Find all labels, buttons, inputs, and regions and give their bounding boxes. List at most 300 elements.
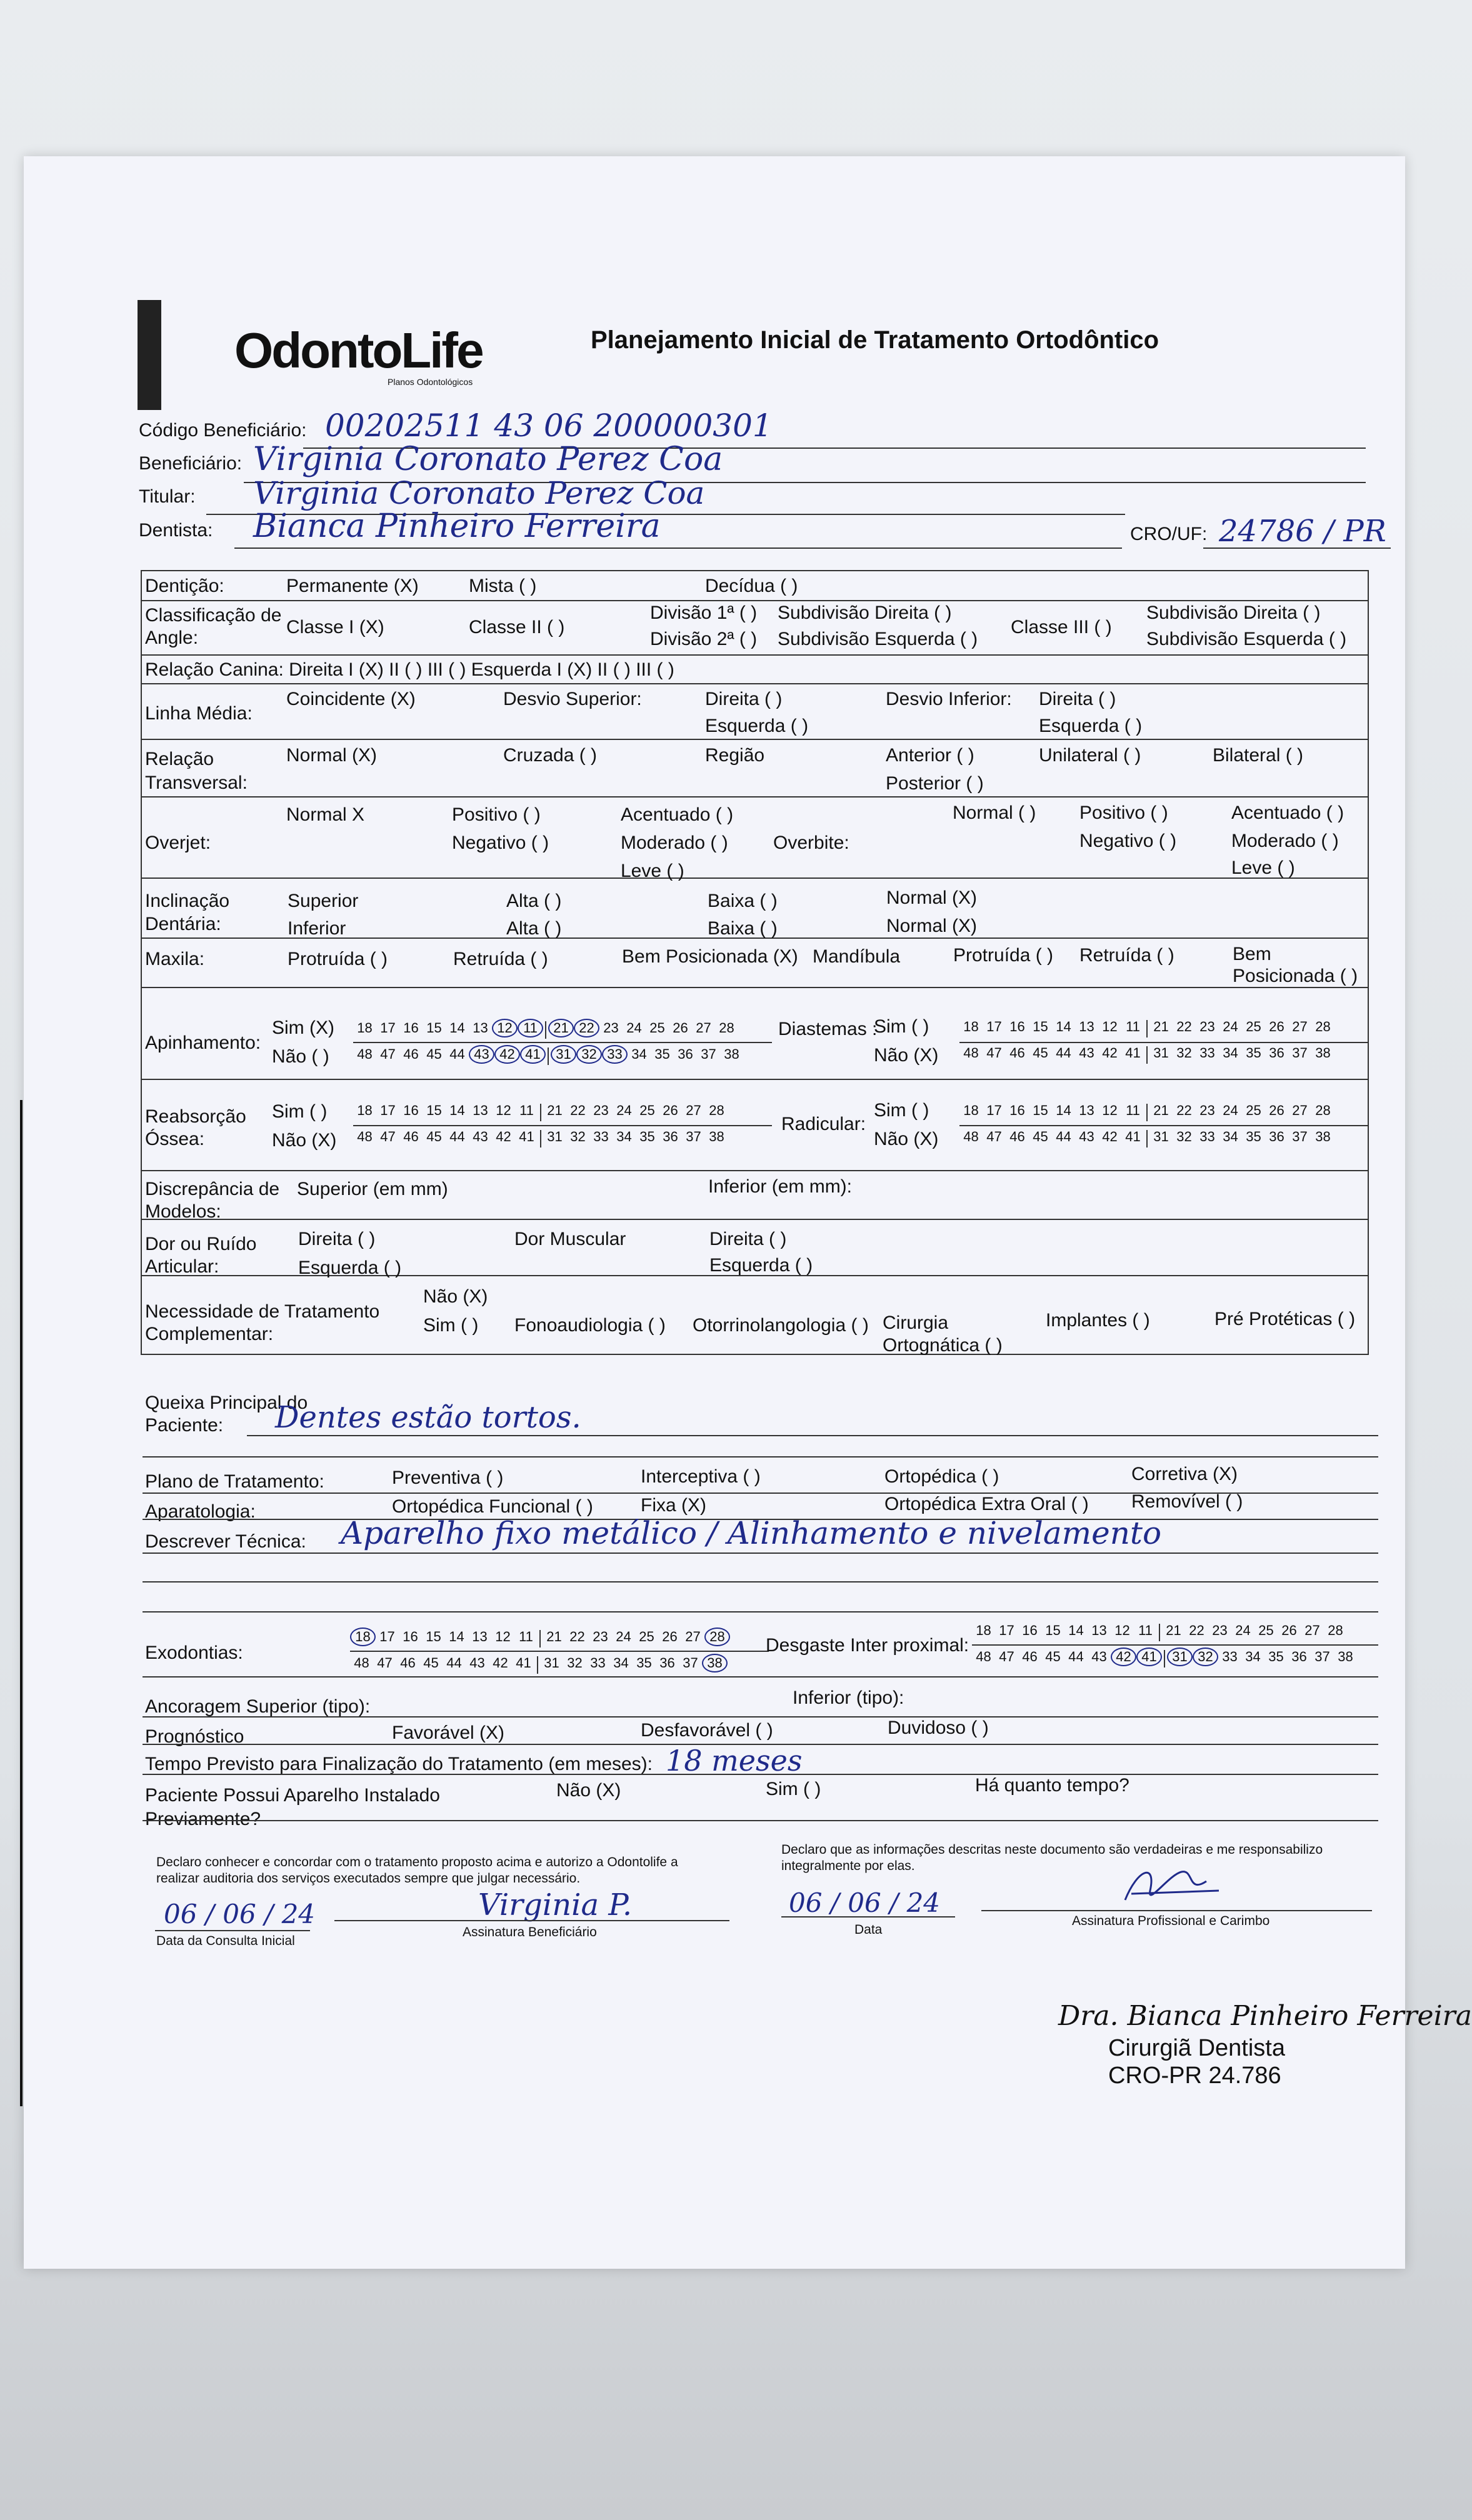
tooth-17: 17 [380, 1020, 396, 1036]
tooth-47: 47 [999, 1649, 1014, 1664]
tooth-21: 21 [546, 1629, 562, 1644]
discrepancia-label: Discrepância de [145, 1179, 280, 1199]
tooth-18: 18 [963, 1019, 979, 1034]
complementar-sim: Sim ( ) [423, 1315, 479, 1336]
tooth-11: 11 [1126, 1102, 1140, 1118]
tooth-47: 47 [380, 1046, 396, 1062]
tooth-36: 36 [1269, 1045, 1284, 1061]
apinhamento-nao: Não ( ) [272, 1046, 329, 1067]
plano-interceptiva: Interceptiva ( ) [641, 1466, 761, 1487]
tooth-37: 37 [686, 1129, 701, 1144]
titular-label: Titular: [139, 486, 196, 507]
tooth-26: 26 [663, 1102, 678, 1118]
tooth-14: 14 [1056, 1102, 1071, 1118]
tooth-21: 21 [1153, 1102, 1169, 1118]
titular-value: Virginia Coronato Perez Coa [253, 475, 705, 511]
discrepancia-inferior: Inferior (em mm): [708, 1176, 853, 1197]
tooth-45: 45 [1033, 1045, 1048, 1061]
tooth-35: 35 [639, 1129, 655, 1144]
aparatologia-removivel: Removível ( ) [1131, 1491, 1243, 1512]
tooth-15: 15 [426, 1629, 441, 1644]
tooth-23: 23 [593, 1629, 608, 1644]
plano-ortopedica: Ortopédica ( ) [884, 1466, 999, 1487]
tooth-43: 43 [473, 1129, 488, 1144]
tooth-18: 18 [976, 1622, 991, 1638]
tempo-label: Tempo Previsto para Finalização do Tratamento (em meses): [145, 1754, 653, 1774]
radicular-sim: Sim ( ) [874, 1100, 929, 1121]
complementar-label: Necessidade de Tratamento [145, 1301, 380, 1322]
tooth-34: 34 [613, 1655, 629, 1671]
mandibula-retruida: Retruída ( ) [1079, 945, 1174, 966]
inclinacao-label: Inclinação [145, 891, 230, 911]
apinhamento-sim: Sim (X) [272, 1018, 334, 1038]
data-consulta-value: 06 / 06 / 24 [164, 1899, 316, 1929]
overjet-negativo: Negativo ( ) [452, 832, 549, 853]
form-title: Planejamento Inicial de Tratamento Ortodôntico [591, 326, 1159, 354]
tooth-27: 27 [696, 1020, 711, 1036]
tooth-25: 25 [1246, 1102, 1261, 1118]
tooth-48: 48 [354, 1655, 369, 1671]
tooth-24: 24 [1223, 1019, 1238, 1034]
tooth-16: 16 [1009, 1102, 1025, 1118]
tooth-36: 36 [1291, 1649, 1307, 1664]
overjet-positivo: Positivo ( ) [452, 804, 541, 825]
declaracao-profissional: Declaro que as informações descritas neste documento são verdadeiras e me responsabilizo [781, 1842, 1323, 1857]
tooth-37: 37 [683, 1655, 698, 1671]
tooth-46: 46 [1009, 1045, 1025, 1061]
tooth-36: 36 [678, 1046, 693, 1062]
dor-direita: Direita ( ) [298, 1229, 376, 1249]
tooth-16: 16 [403, 1102, 419, 1118]
tooth-17: 17 [986, 1019, 1002, 1034]
tooth-25: 25 [1246, 1019, 1261, 1034]
desvio-inf-direita: Direita ( ) [1039, 689, 1116, 709]
tooth-28: 28 [709, 1102, 724, 1118]
tooth-21: 21 [548, 1019, 574, 1038]
transversal-normal: Normal (X) [286, 745, 378, 766]
desvio-sup-direita: Direita ( ) [705, 689, 783, 709]
tooth-23: 23 [603, 1020, 619, 1036]
tooth-25: 25 [639, 1629, 654, 1644]
diastemas-label: Diastemas : [778, 1019, 878, 1039]
tooth-26: 26 [1269, 1102, 1284, 1118]
tooth-44: 44 [446, 1655, 462, 1671]
tooth-42: 42 [494, 1045, 520, 1064]
prognostico-favoravel: Favorável (X) [392, 1722, 505, 1743]
maxila-bem-posicionada: Bem Posicionada (X) [622, 946, 798, 967]
tooth-22: 22 [570, 1102, 586, 1118]
tooth-18: 18 [357, 1020, 373, 1036]
tooth-27: 27 [1292, 1102, 1308, 1118]
tooth-46: 46 [403, 1129, 419, 1144]
aparelho-previo-sim: Sim ( ) [766, 1779, 821, 1799]
tooth-28: 28 [704, 1628, 730, 1646]
tooth-34: 34 [616, 1129, 632, 1144]
tooth-15: 15 [1045, 1622, 1061, 1638]
tooth-38: 38 [709, 1129, 724, 1144]
aparelho-previo-nao: Não (X) [556, 1780, 621, 1801]
tooth-45: 45 [426, 1129, 442, 1144]
tooth-27: 27 [686, 1102, 701, 1118]
tooth-44: 44 [449, 1046, 465, 1062]
subdivisao-esquerda-3: Subdivisão Esquerda ( ) [1146, 629, 1347, 649]
tooth-32: 32 [576, 1045, 602, 1064]
codigo-value: 00202511 43 06 200000301 [325, 408, 773, 444]
tooth-34: 34 [1223, 1045, 1238, 1061]
tooth-13: 13 [473, 1020, 488, 1036]
tooth-17: 17 [999, 1622, 1014, 1638]
tooth-44: 44 [1056, 1045, 1071, 1061]
tooth-43: 43 [1079, 1045, 1094, 1061]
tooth-48: 48 [357, 1046, 373, 1062]
divisao-1: Divisão 1ª ( ) [650, 602, 758, 623]
inclinacao-label-2: Dentária: [145, 914, 221, 934]
subdivisao-esquerda: Subdivisão Esquerda ( ) [778, 629, 978, 649]
mandibula-label: Mandíbula [813, 946, 901, 967]
tooth-13: 13 [472, 1629, 488, 1644]
inclinacao-inferior: Inferior [288, 918, 346, 939]
tooth-14: 14 [1068, 1622, 1084, 1638]
denticao-permanente: Permanente (X) [286, 576, 419, 596]
paper-left-edge [20, 1100, 23, 2106]
desgaste-teeth-upper [972, 1622, 1347, 1641]
tooth-36: 36 [659, 1655, 675, 1671]
maxila-retruida: Retruída ( ) [453, 949, 548, 969]
tooth-12: 12 [1114, 1622, 1130, 1638]
tooth-12: 12 [492, 1019, 518, 1038]
exodontias-label: Exodontias: [145, 1642, 243, 1663]
tooth-16: 16 [403, 1020, 419, 1036]
tooth-42: 42 [1111, 1648, 1136, 1666]
divisao-2: Divisão 2ª ( ) [650, 629, 758, 649]
tooth-24: 24 [616, 1629, 631, 1644]
desvio-sup-esquerda: Esquerda ( ) [705, 716, 809, 736]
tooth-37: 37 [701, 1046, 716, 1062]
midline-divider [1159, 1624, 1160, 1641]
midline-divider [1146, 1130, 1148, 1148]
tooth-31: 31 [1153, 1045, 1169, 1061]
inclinacao-alta-inf: Alta ( ) [506, 918, 562, 939]
dor-label-2: Articular: [145, 1256, 219, 1277]
data-consulta-label: Data da Consulta Inicial [156, 1934, 295, 1948]
tooth-33: 33 [590, 1655, 606, 1671]
tooth-13: 13 [1079, 1019, 1094, 1034]
tooth-35: 35 [1246, 1045, 1261, 1061]
tooth-46: 46 [400, 1655, 416, 1671]
tooth-12: 12 [496, 1102, 511, 1118]
tooth-16: 16 [1009, 1019, 1025, 1034]
tooth-34: 34 [631, 1046, 647, 1062]
diastemas-teeth-upper [959, 1019, 1334, 1038]
transversal-posterior: Posterior ( ) [886, 773, 984, 794]
midline-divider [1146, 1104, 1148, 1121]
tooth-47: 47 [380, 1129, 396, 1144]
logo-subtitle: Planos Odontológicos [388, 377, 473, 387]
tecnica-value: Aparelho fixo metálico / Alinhamento e nivelamento [341, 1515, 1162, 1551]
mandibula-protruida: Protruída ( ) [953, 945, 1054, 966]
overbite-normal: Normal ( ) [953, 802, 1036, 823]
tooth-47: 47 [377, 1655, 393, 1671]
tooth-11: 11 [519, 1629, 533, 1644]
subdivisao-direita: Subdivisão Direita ( ) [778, 602, 952, 623]
beneficiario-value: Virginia Coronato Perez Coa [253, 441, 723, 478]
tooth-33: 33 [602, 1045, 628, 1064]
denticao-label: Dentição: [145, 576, 224, 596]
reabsorcao-teeth-lower [353, 1129, 728, 1148]
complementar-otorrino: Otorrinolangologia ( ) [693, 1315, 869, 1336]
tooth-27: 27 [1292, 1019, 1308, 1034]
tooth-48: 48 [963, 1129, 979, 1144]
overbite-negativo: Negativo ( ) [1079, 831, 1177, 851]
radicular-nao: Não (X) [874, 1129, 939, 1149]
tooth-47: 47 [986, 1129, 1002, 1144]
tooth-17: 17 [380, 1102, 396, 1118]
tooth-46: 46 [1022, 1649, 1038, 1664]
reabsorcao-label: Reabsorção [145, 1106, 246, 1127]
tooth-16: 16 [1022, 1622, 1038, 1638]
dentista-label: Dentista: [139, 520, 213, 541]
tooth-27: 27 [1304, 1622, 1320, 1638]
tooth-18: 18 [357, 1102, 373, 1118]
queixa-label: Queixa Principal do [145, 1392, 308, 1413]
tooth-41: 41 [520, 1045, 546, 1064]
radicular-teeth-upper [959, 1102, 1334, 1121]
dor-esquerda: Esquerda ( ) [298, 1258, 402, 1278]
denticao-mista: Mista ( ) [469, 576, 537, 596]
tooth-41: 41 [519, 1129, 534, 1144]
aparelho-previo-ha-quanto: Há quanto tempo? [975, 1775, 1129, 1796]
tooth-24: 24 [626, 1020, 642, 1036]
dor-muscular-esquerda: Esquerda ( ) [709, 1255, 813, 1276]
plano-corretiva: Corretiva (X) [1131, 1464, 1238, 1484]
declaracao-profissional-2: integralmente por elas. [781, 1859, 915, 1873]
reabsorcao-sim: Sim ( ) [272, 1101, 328, 1122]
radicular-teeth-lower [959, 1129, 1334, 1148]
tooth-36: 36 [1269, 1129, 1284, 1144]
tooth-38: 38 [1315, 1045, 1331, 1061]
radicular-label: Radicular: [781, 1114, 866, 1134]
tooth-32: 32 [567, 1655, 583, 1671]
tooth-32: 32 [570, 1129, 586, 1144]
tooth-42: 42 [1102, 1129, 1118, 1144]
tooth-45: 45 [426, 1046, 442, 1062]
subdivisao-direita-3: Subdivisão Direita ( ) [1146, 602, 1321, 623]
tooth-18: 18 [350, 1628, 376, 1646]
tooth-16: 16 [403, 1629, 418, 1644]
data-label: Data [854, 1922, 883, 1937]
tooth-41: 41 [1125, 1045, 1141, 1061]
tooth-22: 22 [574, 1019, 599, 1038]
classificacao-label-2: Angle: [145, 628, 199, 648]
tooth-41: 41 [516, 1655, 531, 1671]
mandibula-bem-posicionada: Posicionada ( ) [1233, 966, 1358, 986]
prognostico-duvidoso: Duvidoso ( ) [888, 1718, 989, 1738]
overbite-label: Overbite: [773, 832, 849, 853]
complementar-pre-proteticas: Pré Protéticas ( ) [1214, 1309, 1356, 1329]
tooth-37: 37 [1314, 1649, 1330, 1664]
ancoragem-inferior: Inferior (tipo): [793, 1688, 904, 1708]
tooth-32: 32 [1176, 1129, 1192, 1144]
overbite-acentuado: Acentuado ( ) [1231, 802, 1344, 823]
desgaste-teeth-lower [972, 1648, 1357, 1668]
midline-divider [540, 1104, 541, 1121]
overjet-normal: Normal X [286, 804, 365, 825]
tooth-28: 28 [1315, 1019, 1331, 1034]
assinatura-beneficiario-label: Assinatura Beneficiário [463, 1925, 597, 1939]
tooth-14: 14 [449, 1102, 465, 1118]
tooth-15: 15 [1033, 1102, 1048, 1118]
tooth-35: 35 [1246, 1129, 1261, 1144]
diastemas-teeth-lower [959, 1045, 1334, 1064]
tooth-34: 34 [1223, 1129, 1238, 1144]
inclinacao-baixa-inf: Baixa ( ) [708, 918, 778, 939]
tooth-13: 13 [1091, 1622, 1107, 1638]
tooth-28: 28 [1315, 1102, 1331, 1118]
linha-media-coincidente: Coincidente (X) [286, 689, 416, 709]
prognostico-label: Prognóstico [145, 1726, 244, 1747]
tooth-28: 28 [719, 1020, 734, 1036]
tooth-43: 43 [469, 1045, 494, 1064]
tooth-44: 44 [449, 1129, 465, 1144]
declaracao-beneficiario: Declaro conhecer e concordar com o tratamento proposto acima e autorizo a Odontolife a [156, 1855, 678, 1869]
tooth-11: 11 [1138, 1622, 1153, 1638]
apinhamento-teeth-upper [353, 1019, 738, 1039]
aparatologia-fixa: Fixa (X) [641, 1495, 706, 1516]
queixa-label-2: Paciente: [145, 1415, 224, 1436]
tooth-17: 17 [986, 1102, 1002, 1118]
queixa-value: Dentes estão tortos. [275, 1400, 581, 1435]
tooth-38: 38 [1338, 1649, 1353, 1664]
tooth-22: 22 [1189, 1622, 1204, 1638]
complementar-ortognatica: Ortognática ( ) [883, 1335, 1003, 1356]
maxila-label: Maxila: [145, 949, 205, 969]
tooth-31: 31 [1167, 1648, 1193, 1666]
apinhamento-label: Apinhamento: [145, 1032, 261, 1053]
tooth-26: 26 [1281, 1622, 1297, 1638]
tooth-46: 46 [403, 1046, 419, 1062]
midline-divider [545, 1021, 546, 1039]
tooth-48: 48 [976, 1649, 991, 1664]
dentista-value: Bianca Pinheiro Ferreira [253, 508, 661, 545]
transversal-label: Relação [145, 749, 214, 769]
tooth-22: 22 [1176, 1019, 1192, 1034]
tooth-47: 47 [986, 1045, 1002, 1061]
midline-divider [1164, 1650, 1165, 1668]
tooth-42: 42 [493, 1655, 508, 1671]
midline-divider [1146, 1046, 1148, 1064]
transversal-bilateral: Bilateral ( ) [1213, 745, 1304, 766]
dor-muscular-direita: Direita ( ) [709, 1229, 787, 1249]
aparelho-previo-label: Paciente Possui Aparelho Instalado [145, 1785, 440, 1806]
tooth-24: 24 [1235, 1622, 1251, 1638]
tooth-36: 36 [663, 1129, 678, 1144]
tooth-44: 44 [1056, 1129, 1071, 1144]
tooth-28: 28 [1328, 1622, 1343, 1638]
tooth-11: 11 [519, 1102, 534, 1118]
tooth-38: 38 [724, 1046, 739, 1062]
tooth-31: 31 [551, 1045, 576, 1064]
linha-media-label: Linha Média: [145, 703, 253, 724]
tooth-25: 25 [639, 1102, 655, 1118]
overjet-leve: Leve ( ) [621, 861, 684, 881]
tooth-12: 12 [1102, 1019, 1118, 1034]
reabsorcao-nao: Não (X) [272, 1130, 337, 1151]
reabsorcao-label-2: Óssea: [145, 1129, 205, 1149]
tooth-18: 18 [963, 1102, 979, 1118]
transversal-regiao: Região [705, 745, 765, 766]
tooth-43: 43 [469, 1655, 485, 1671]
dor-label: Dor ou Ruído [145, 1234, 257, 1254]
tooth-25: 25 [1258, 1622, 1274, 1638]
diastemas-nao: Não (X) [874, 1045, 939, 1066]
stamp-role: Cirurgiã Dentista [1108, 2035, 1285, 2061]
tooth-17: 17 [379, 1629, 395, 1644]
tooth-14: 14 [1056, 1019, 1071, 1034]
overjet-moderado: Moderado ( ) [621, 832, 728, 853]
beneficiario-signature: Virginia P. [478, 1888, 633, 1922]
maxila-protruida: Protruída ( ) [288, 949, 388, 969]
tooth-32: 32 [1193, 1648, 1218, 1666]
tooth-12: 12 [495, 1629, 511, 1644]
tooth-38: 38 [702, 1654, 728, 1672]
relacao-canina: Relação Canina: Direita I (X) II ( ) III ( ) Esquerda I (X) II ( ) III ( ) [145, 659, 674, 680]
mandibula-bem: Bem [1233, 944, 1271, 964]
tooth-26: 26 [1269, 1019, 1284, 1034]
tooth-35: 35 [654, 1046, 670, 1062]
tooth-21: 21 [1153, 1019, 1169, 1034]
tooth-11: 11 [1126, 1019, 1140, 1034]
tooth-22: 22 [1176, 1102, 1192, 1118]
tooth-23: 23 [1212, 1622, 1228, 1638]
codigo-label: Código Beneficiário: [139, 420, 307, 441]
tecnica-label: Descrever Técnica: [145, 1531, 306, 1552]
tooth-14: 14 [449, 1629, 464, 1644]
complementar-nao: Não (X) [423, 1286, 488, 1307]
tooth-21: 21 [1166, 1622, 1181, 1638]
tooth-11: 11 [518, 1019, 543, 1038]
classe-1: Classe I (X) [286, 617, 384, 638]
tooth-15: 15 [426, 1020, 442, 1036]
tooth-13: 13 [473, 1102, 488, 1118]
data-value: 06 / 06 / 24 [789, 1888, 941, 1918]
inclinacao-normal-sup: Normal (X) [886, 888, 978, 908]
tooth-12: 12 [1102, 1102, 1118, 1118]
odontolife-logo: OdontoLife [234, 322, 483, 378]
dor-muscular: Dor Muscular [514, 1229, 626, 1249]
inclinacao-normal-inf: Normal (X) [886, 916, 978, 936]
overjet-label: Overjet: [145, 832, 211, 853]
tooth-24: 24 [616, 1102, 632, 1118]
tooth-13: 13 [1079, 1102, 1094, 1118]
overjet-acentuado: Acentuado ( ) [621, 804, 734, 825]
tooth-22: 22 [569, 1629, 585, 1644]
discrepancia-label-2: Modelos: [145, 1201, 221, 1222]
tooth-23: 23 [593, 1102, 609, 1118]
cro-value: 24786 / PR [1219, 514, 1386, 549]
tooth-44: 44 [1068, 1649, 1084, 1664]
tooth-23: 23 [1199, 1019, 1215, 1034]
desvio-inferior: Desvio Inferior: [886, 689, 1012, 709]
tooth-45: 45 [423, 1655, 439, 1671]
tooth-41: 41 [1136, 1648, 1162, 1666]
tooth-31: 31 [1153, 1129, 1169, 1144]
tooth-38: 38 [1315, 1129, 1331, 1144]
tooth-31: 31 [547, 1129, 563, 1144]
tooth-23: 23 [1199, 1102, 1215, 1118]
transversal-label-2: Transversal: [145, 772, 248, 793]
tooth-43: 43 [1079, 1129, 1094, 1144]
stamp-name: Dra. Bianca Pinheiro Ferreira [1058, 2000, 1472, 2032]
